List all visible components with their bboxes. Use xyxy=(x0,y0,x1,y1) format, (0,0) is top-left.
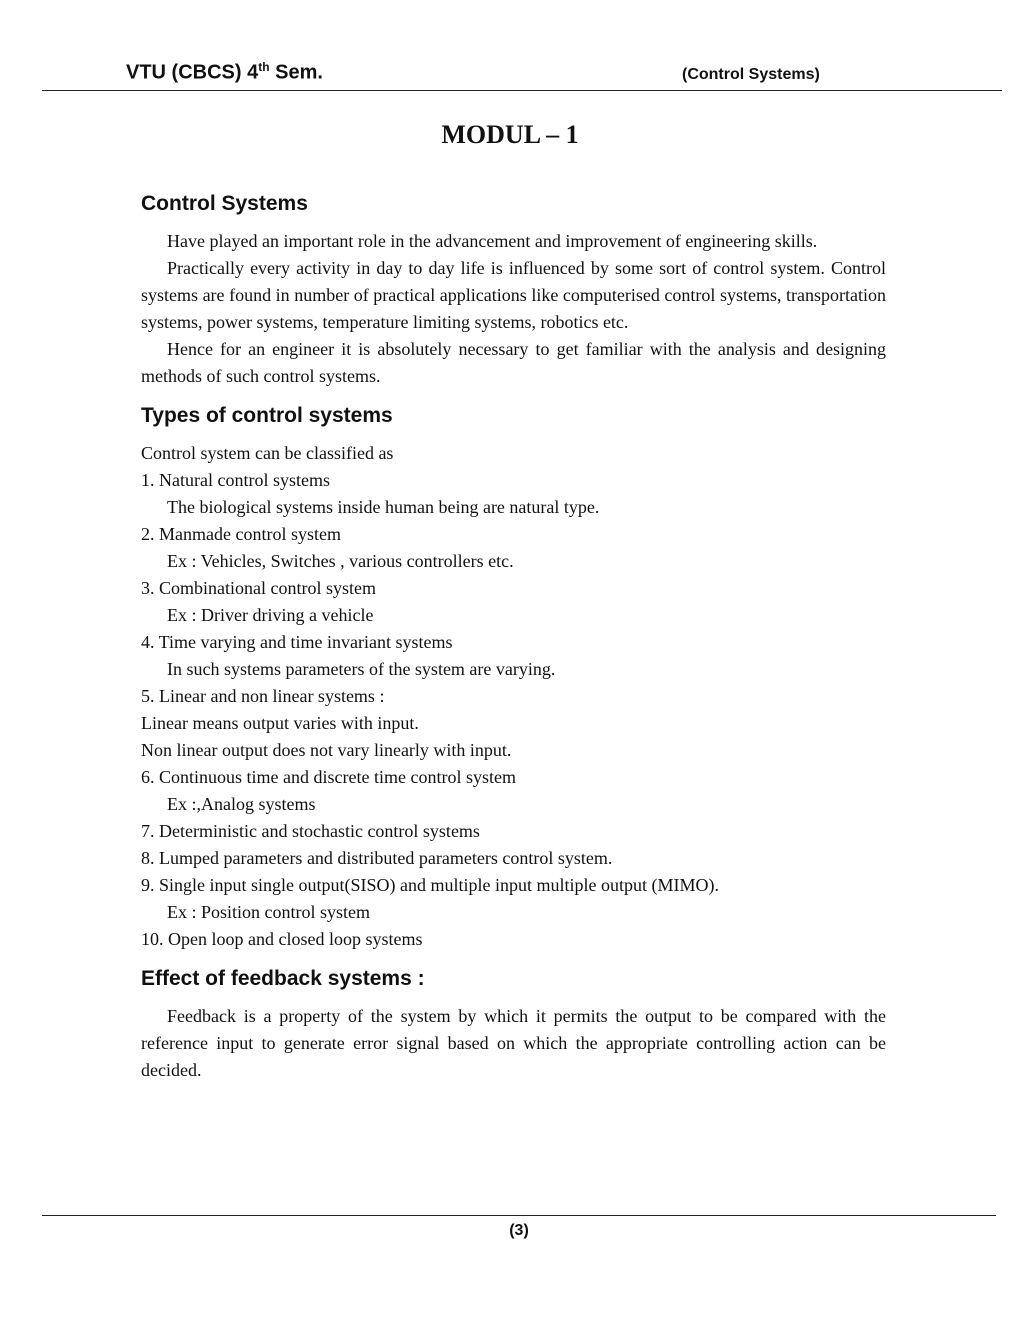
list-intro: Control system can be classified as xyxy=(141,443,394,463)
header-course-suffix: Sem. xyxy=(269,61,323,84)
page-number: (3) xyxy=(509,1222,529,1239)
page-header xyxy=(42,58,1002,91)
section-heading: Control Systems xyxy=(141,192,308,215)
paragraph: Practically every activity in day to day life is influenced by some sort of control system. Control systems are found in number of practical applications like computerised control systems, transportation systems, power systems, temperature limiting systems, robotics etc. xyxy=(141,258,886,332)
list-item-detail: The biological systems inside human being are natural type. xyxy=(167,497,600,517)
header-course-prefix: VTU (CBCS) 4 xyxy=(126,61,259,84)
list-item: 2. Manmade control system xyxy=(141,524,341,544)
list-item: 6. Continuous time and discrete time control system xyxy=(141,767,516,787)
paragraph: Hence for an engineer it is absolutely necessary to get familiar with the analysis and designing methods of such control systems. xyxy=(141,339,886,386)
list-item-detail: In such systems parameters of the system are varying. xyxy=(167,659,556,679)
section-types-of-control-systems xyxy=(141,402,886,953)
paragraph: Have played an important role in the advancement and improvement of engineering skills. xyxy=(167,231,818,251)
list-item: 4. Time varying and time invariant systems xyxy=(141,632,453,652)
header-course xyxy=(126,60,323,85)
page-footer xyxy=(42,1215,996,1240)
list-item: 1. Natural control systems xyxy=(141,470,330,490)
section-effect-of-feedback xyxy=(141,965,886,1084)
list-item: 9. Single input single output(SISO) and multiple input multiple output (MIMO). xyxy=(141,875,719,895)
list-item: 10. Open loop and closed loop systems xyxy=(141,929,423,949)
paragraph: Feedback is a property of the system by which it permits the output to be compared with the reference input to generate error signal based on which the appropriate controlling action can be decided. xyxy=(141,1006,886,1080)
section-heading: Effect of feedback systems : xyxy=(141,967,425,990)
list-item: 8. Lumped parameters and distributed parameters control system. xyxy=(141,848,613,868)
list-item-detail: Linear means output varies with input. xyxy=(141,713,419,733)
list-item-detail: Ex : Vehicles, Switches , various controllers etc. xyxy=(167,551,514,571)
list-item-detail: Ex :,Analog systems xyxy=(167,794,316,814)
page-content xyxy=(141,190,886,1096)
list-item: 7. Deterministic and stochastic control systems xyxy=(141,821,480,841)
list-item-detail: Ex : Driver driving a vehicle xyxy=(167,605,374,625)
section-control-systems xyxy=(141,190,886,390)
module-title: MODUL – 1 xyxy=(441,120,579,149)
list-item: 3. Combinational control system xyxy=(141,578,376,598)
section-heading: Types of control systems xyxy=(141,404,393,427)
list-item: 5. Linear and non linear systems : xyxy=(141,686,385,706)
list-item-detail: Ex : Position control system xyxy=(167,902,371,922)
list-item-detail: Non linear output does not vary linearly with input. xyxy=(141,740,512,760)
header-subject: (Control Systems) xyxy=(682,66,820,83)
header-course-sup: th xyxy=(258,60,270,74)
